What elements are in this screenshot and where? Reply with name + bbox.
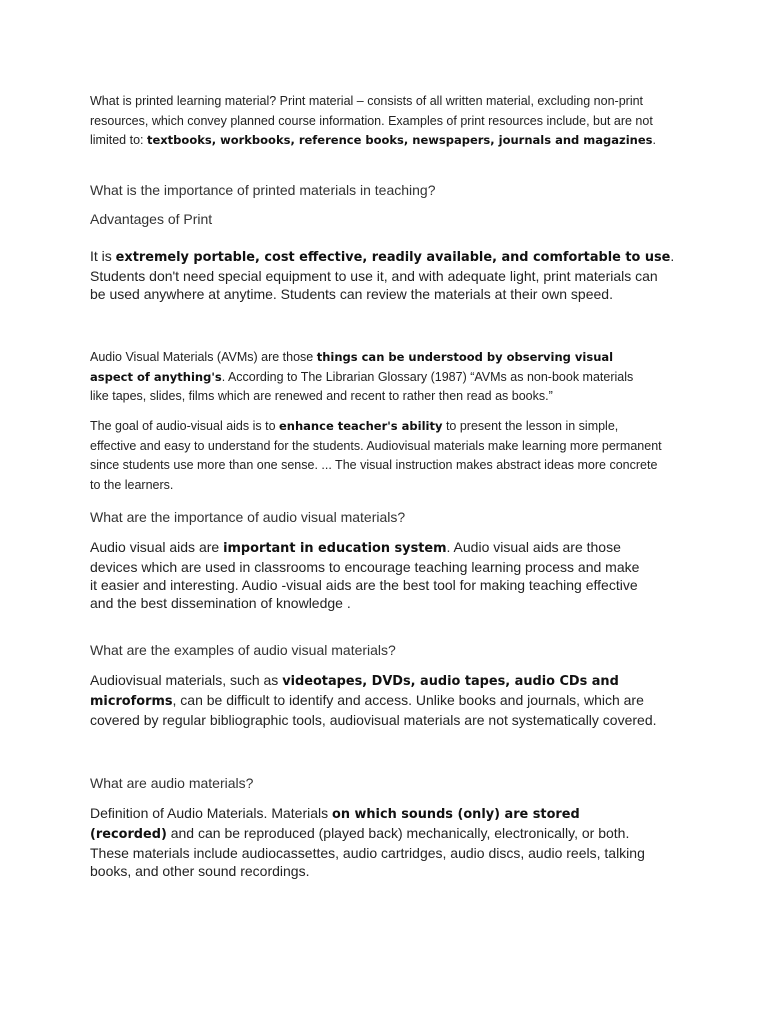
avm-pre: Audio Visual Materials (AVMs) are those	[90, 350, 317, 364]
audio-bold: on which sounds (only) are stored (recorded)	[90, 807, 580, 842]
advantages-heading: Advantages of Print	[90, 211, 213, 227]
examples-question: What are the examples of audio visual materials?	[90, 642, 396, 658]
printed-intro-text: What is printed learning material? Print material – consists of all written material, excluding non-print resources, which convey planned course information. Examples of print resources include, but are not limited to:	[90, 94, 653, 147]
advantages-pre: It is	[90, 248, 116, 264]
advantages-post: . Students don't need special equipment to use it, and with adequate light, print materials can be used anywhere at anytime. Students can review the materials at their own speed.	[90, 248, 675, 302]
importance-av-bold: important in education system	[223, 541, 447, 556]
avm-post: . According to The Librarian Glossary (1987) “AVMs as non-book materials like tapes, slides, films which are renewed and recent to rather then read as books.”	[90, 369, 634, 403]
avm-bold: things can be understood by observing visual aspect of anything's	[90, 350, 614, 384]
examples-post: , can be difficult to identify and access. Unlike books and journals, which are covered by regular bibliographic tools, audiovisual materials are not systematically covered.	[90, 692, 657, 728]
advantages-paragraph	[90, 247, 676, 303]
examples-pre: Audiovisual materials, such as	[90, 672, 283, 688]
importance-print-question: What is the importance of printed materials in teaching?	[90, 182, 436, 198]
avm-definition-paragraph	[90, 348, 650, 407]
printed-material-paragraph	[90, 92, 678, 151]
printed-intro-bold: textbooks, workbooks, reference books, newspapers, journals and magazines	[146, 133, 653, 147]
audio-pre: Definition of Audio Materials. Materials	[90, 805, 332, 821]
importance-av-paragraph	[90, 538, 650, 612]
importance-av-post: . Audio visual aids are those devices which are used in classrooms to encourage teaching learning process and make it easier and interesting. Audio -visual aids are the best tool for making teaching effective and the best dissemination of knowledge .	[90, 539, 640, 611]
goal-pre: The goal of audio-visual aids is to	[90, 419, 279, 433]
goal-paragraph	[90, 417, 665, 495]
importance-av-question: What are the importance of audio visual materials?	[90, 509, 406, 525]
goal-post: to present the lesson in simple, effective and easy to understand for the students. Audiovisual materials make learning more permanent since students use more than one sense. ... The visual instruction makes abstract ideas more concrete to the learners.	[90, 419, 662, 492]
examples-bold: videotapes, DVDs, audio tapes, audio CDs and microforms	[90, 674, 619, 709]
importance-av-pre: Audio visual aids are	[90, 539, 224, 555]
audio-question: What are audio materials?	[90, 775, 254, 791]
examples-paragraph	[90, 671, 670, 729]
advantages-bold: extremely portable, cost effective, readily available, and comfortable to use	[115, 250, 671, 265]
goal-bold: enhance teacher's ability	[279, 419, 443, 433]
printed-intro-end: .	[652, 133, 656, 147]
audio-post: and can be reproduced (played back) mechanically, electronically, or both. These materials include audiocassettes, audio cartridges, audio discs, audio reels, talking books, and other sound recordings.	[90, 825, 645, 879]
audio-definition-paragraph	[90, 804, 656, 880]
